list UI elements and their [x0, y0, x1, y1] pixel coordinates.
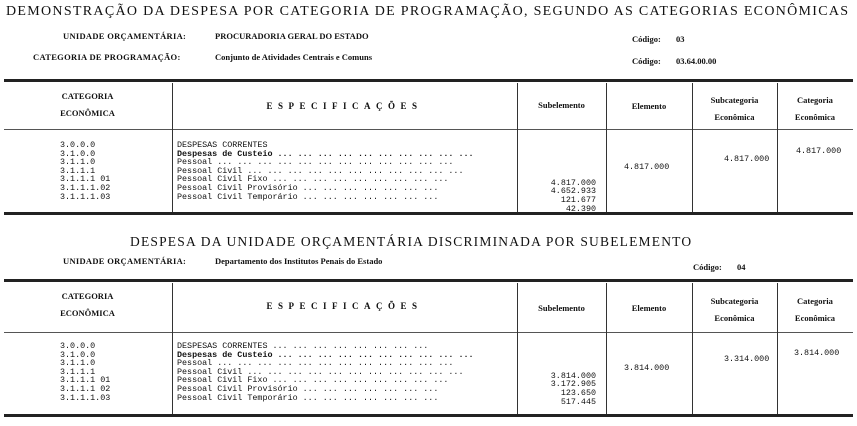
subelemento-value: 4.817.000: [550, 177, 596, 188]
leader-dots: ... ... ... ... ... ... ... ... ...: [267, 174, 449, 185]
table-row-code: 3.1.1.1.03: [60, 191, 111, 202]
table1-header-categoria-economica: CATEGORIA ECONÔMICA: [60, 91, 115, 118]
table-row-code: 3.1.1.1: [60, 165, 96, 176]
table-row-code: 3.0.0.0: [60, 341, 96, 351]
section2-unidade-value: Departamento dos Institutos Penais do Estado: [215, 256, 383, 266]
subelemento-value: [520, 150, 596, 159]
table1-header-categoria: Categoria Econômica: [794, 95, 836, 122]
table2-header-elemento: Elemento: [631, 303, 667, 313]
subelemento-value: 121.677: [560, 194, 596, 205]
table2-header-categoria: Categoria Econômica: [794, 296, 836, 323]
section1-unidade-value: PROCURADORIA GERAL DO ESTADO: [215, 31, 369, 41]
table-row-code: 3.1.1.1 01: [60, 174, 111, 185]
subelemento-value: [520, 141, 596, 150]
section1-codigo-label: Código:: [632, 34, 661, 44]
table1-top-rule: [4, 79, 853, 82]
table-row-spec: Pessoal Civil Provisório: [177, 383, 298, 394]
section2-codigo-value: 04: [737, 262, 746, 272]
table2-codes: [60, 342, 110, 402]
table-row-spec: Pessoal Civil Temporário: [177, 392, 298, 403]
table-row-spec: DESPESAS CORRENTES: [177, 341, 268, 351]
table-row-code: 3.1.1.0: [60, 358, 96, 369]
table-row-spec: Pessoal Civil Fixo: [177, 174, 268, 185]
table2-header-especificacoes: ESPECIFICAÇÕES: [266, 301, 423, 311]
table-row-code: 3.1.1.1.02: [60, 182, 111, 193]
table1-header-rule: [4, 129, 853, 130]
table-row-spec: Despesas de Custeio: [177, 349, 273, 360]
leader-dots: ... ... ... ... ... ... ... ... ...: [267, 375, 449, 386]
leader-dots: ... ... ... ... ... ... ...: [297, 383, 439, 394]
subelemento-value: 3.172.905: [550, 379, 596, 390]
leader-dots: ... ... ... ... ... ... ...: [297, 182, 439, 193]
table-row-code: 3.1.1.0: [60, 157, 96, 168]
table-row-code: 3.1.1.1 02: [60, 383, 111, 394]
table-row-spec: Pessoal Civil: [177, 366, 243, 377]
subelemento-value: 42.390: [565, 203, 596, 214]
leader-dots: ... ... ... ... ... ... ... ... ... ... ... ...: [212, 358, 454, 369]
leader-dots: ... ... ... ... ... ... ... ... ... ... ... ...: [212, 157, 454, 168]
leader-dots: ... ... ... ... ... ... ...: [297, 392, 439, 403]
leader-dots: ... ... ... ... ... ... ... ... ... ... ...: [242, 366, 464, 377]
subelemento-value: [520, 342, 596, 351]
table-row-spec: Pessoal: [177, 358, 213, 369]
table1-header-subelemento: Subelemento: [538, 100, 585, 110]
table1-specs: [177, 141, 474, 201]
table1-categoria-value: 4.817.000: [796, 146, 842, 156]
leader-dots: ... ... ... ... ... ... ... ... ... ...: [272, 148, 474, 159]
table-row-code: 3.1.0.0: [60, 349, 96, 360]
table2-categoria-value: 3.814.000: [794, 348, 840, 358]
table1-header-especificacoes: ESPECIFICAÇÕES: [266, 101, 423, 111]
table2-header-subelemento: Subelemento: [538, 303, 585, 313]
table2-bottom-rule: [4, 414, 853, 417]
section1-codigo-value: 03: [676, 34, 685, 44]
table2-elemento-value: 3.814.000: [624, 363, 670, 373]
table2-header-rule: [4, 332, 853, 333]
table1-subcategoria-value: 4.817.000: [724, 154, 770, 164]
leader-dots: ... ... ... ... ... ... ... ... ... ... ...: [242, 165, 464, 176]
table1-codes: [60, 141, 110, 201]
table1-subelemento-values: [520, 141, 596, 213]
subelemento-value: 123.650: [560, 387, 596, 398]
section1-codigo2-value: 03.64.00.00: [676, 56, 717, 66]
table1-header-elemento: Elemento: [631, 101, 667, 111]
subelemento-value: 3.814.000: [550, 370, 596, 381]
table-row-spec: Pessoal Civil Fixo: [177, 375, 268, 386]
table2-subcategoria-value: 3.314.000: [724, 354, 770, 364]
table1-header-subcategoria: Subcategoria Econômica: [710, 95, 759, 122]
table2-header-subcategoria: Subcategoria Econômica: [710, 296, 759, 323]
table2-subelemento-values: [520, 342, 596, 406]
table-row-code: 3.1.1.1: [60, 366, 96, 377]
table-row-code: 3.0.0.0: [60, 140, 96, 150]
section1-categoria-label: CATEGORIA DE PROGRAMAÇÃO:: [33, 52, 181, 62]
section1-unidade-label: UNIDADE ORÇAMENTÁRIA:: [63, 31, 187, 41]
table-row-spec: Pessoal Civil: [177, 165, 243, 176]
table-row-code: 3.1.0.0: [60, 148, 96, 159]
table-row-spec: DESPESAS CORRENTES: [177, 140, 268, 150]
table2-specs: [177, 342, 474, 402]
table2-top-rule: [4, 279, 853, 282]
table-row-spec: Pessoal Civil Temporário: [177, 191, 298, 202]
table-row-spec: Despesas de Custeio: [177, 148, 273, 159]
table-row-code: 3.1.1.1.03: [60, 392, 111, 403]
table1-bottom-rule: [4, 212, 853, 215]
section1-title: DEMONSTRAÇÃO DA DESPESA POR CATEGORIA DE PROGRAMAÇÃO, SEGUNDO AS CATEGORIAS ECONÔMICAS: [6, 4, 850, 19]
table-row-spec: Pessoal: [177, 157, 213, 168]
table1-elemento-value: 4.817.000: [624, 162, 670, 172]
table2-header-categoria-economica: CATEGORIA ECONÔMICA: [60, 291, 115, 318]
table-row-code: 3.1.1.1 01: [60, 375, 111, 386]
subelemento-value: [520, 359, 596, 368]
leader-dots: ... ... ... ... ... ... ... ...: [267, 341, 429, 351]
section2-unidade-label: UNIDADE ORÇAMENTÁRIA:: [63, 256, 187, 266]
table-row-spec: Pessoal Civil Provisório: [177, 182, 298, 193]
leader-dots: ... ... ... ... ... ... ...: [297, 191, 439, 202]
subelemento-value: [520, 158, 596, 167]
section2-title: DESPESA DA UNIDADE ORÇAMENTÁRIA DISCRIMINADA POR SUBELEMENTO: [130, 234, 693, 249]
section1-codigo2-label: Código:: [632, 56, 661, 66]
section2-codigo-label: Código:: [693, 262, 722, 272]
subelemento-value: 4.652.933: [550, 186, 596, 197]
subelemento-value: [520, 351, 596, 360]
section1-categoria-value: Conjunto de Atividades Centrais e Comuns: [215, 52, 373, 62]
subelemento-value: 517.445: [560, 396, 596, 407]
leader-dots: ... ... ... ... ... ... ... ... ... ...: [272, 349, 474, 360]
